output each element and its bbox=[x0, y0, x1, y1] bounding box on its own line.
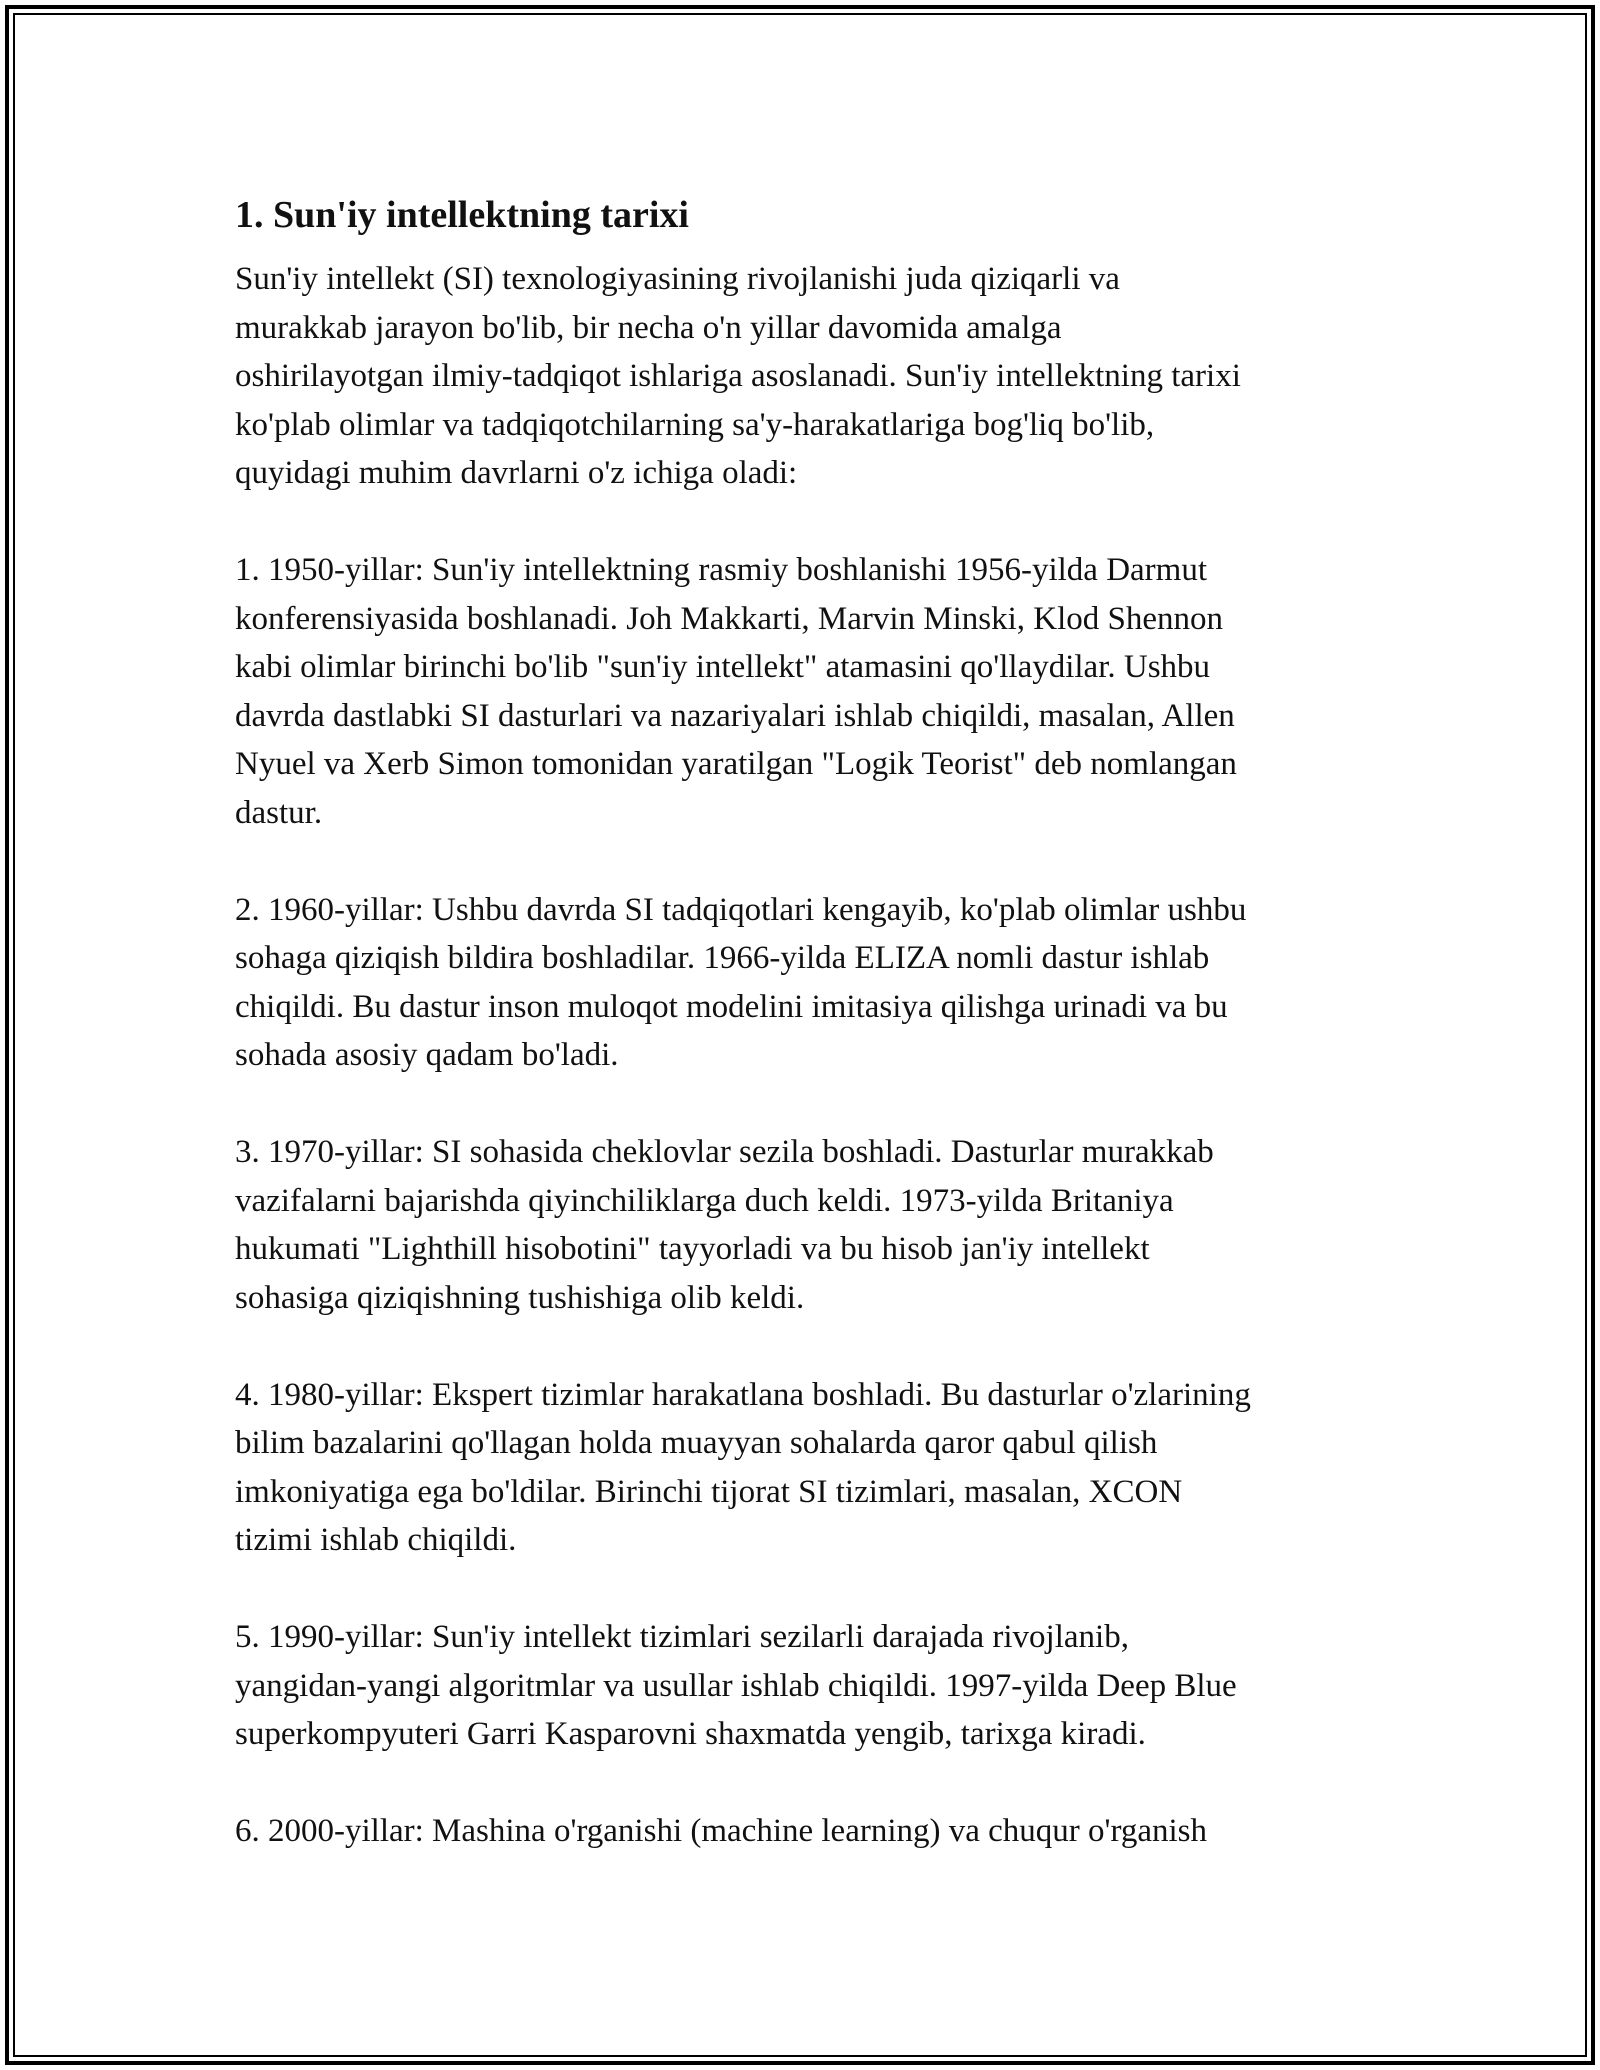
period-1950s-paragraph: 1. 1950-yillar: Sun'iy intellektning rasmiy boshlanishi 1956-yilda Darmut konferensiyasida boshlanadi. Joh Makkarti, Marvin Minski, Klod Shennon kabi olimlar birinchi bo'lib "sun'iy intellekt" atamasini qo'llaydilar. Ushbu davrda dastlabki SI dasturlari va nazariyalari ishlab chiqildi, masalan, Allen Nyuel va Xerb Simon tomonidan yaratilgan "Logik Teorist" deb nomlangan dastur. bbox=[235, 552, 1237, 831]
intro-paragraph: Sun'iy intellekt (SI) texnologiyasining rivojlanishi juda qiziqarli va murakkab jarayon bo'lib, bir necha o'n yillar davomida amalga oshirilayotgan ilmiy-tadqiqot ishlariga asoslanadi. Sun'iy intellektning tarixi ko'plab olimlar va tadqiqotchilarning sa'y-harakatlariga bog'liq bo'lib, quyidagi muhim davrlarni o'z ichiga oladi: bbox=[235, 261, 1241, 491]
section-heading: 1. Sun'iy intellektning tarixi bbox=[235, 194, 689, 236]
period-1970s-paragraph: 3. 1970-yillar: SI sohasida cheklovlar sezila boshladi. Dasturlar murakkab vazifalarni bajarishda qiyinchiliklarga duch keldi. 1973-yilda Britaniya hukumati "Lighthill hisobotini" tayyorladi va bu hisob jan'iy intellekt sohasiga qiziqishning tushishiga olib keldi. bbox=[235, 1134, 1214, 1316]
period-1990s-paragraph: 5. 1990-yillar: Sun'iy intellekt tizimlari sezilarli darajada rivojlanib, yangidan-yangi algoritmlar va usullar ishlab chiqildi. 1997-yilda Deep Blue superkompyuteri Garri Kasparovni shaxmatda yengib, tarixga kiradi. bbox=[235, 1619, 1237, 1752]
document-body bbox=[235, 187, 1385, 1856]
period-1960s-paragraph: 2. 1960-yillar: Ushbu davrda SI tadqiqotlari kengayib, ko'plab olimlar ushbu sohaga qiziqish bildira boshladilar. 1966-yilda ELIZA nomli dastur ishlab chiqildi. Bu dastur inson muloqot modelini imitasiya qilishga urinadi va bu sohada asosiy qadam bo'ladi. bbox=[235, 891, 1247, 1073]
period-2000s-paragraph: 6. 2000-yillar: Mashina o'rganishi (machine learning) va chuqur o'rganish bbox=[235, 1813, 1208, 1849]
period-1980s-paragraph: 4. 1980-yillar: Ekspert tizimlar harakatlana boshladi. Bu dasturlar o'zlarining bilim bazalarini qo'llagan holda muayyan sohalarda qaror qabul qilish imkoniyatiga ega bo'ldilar. Birinchi tijorat SI tizimlari, masalan, XCON tizimi ishlab chiqildi. bbox=[235, 1376, 1251, 1558]
